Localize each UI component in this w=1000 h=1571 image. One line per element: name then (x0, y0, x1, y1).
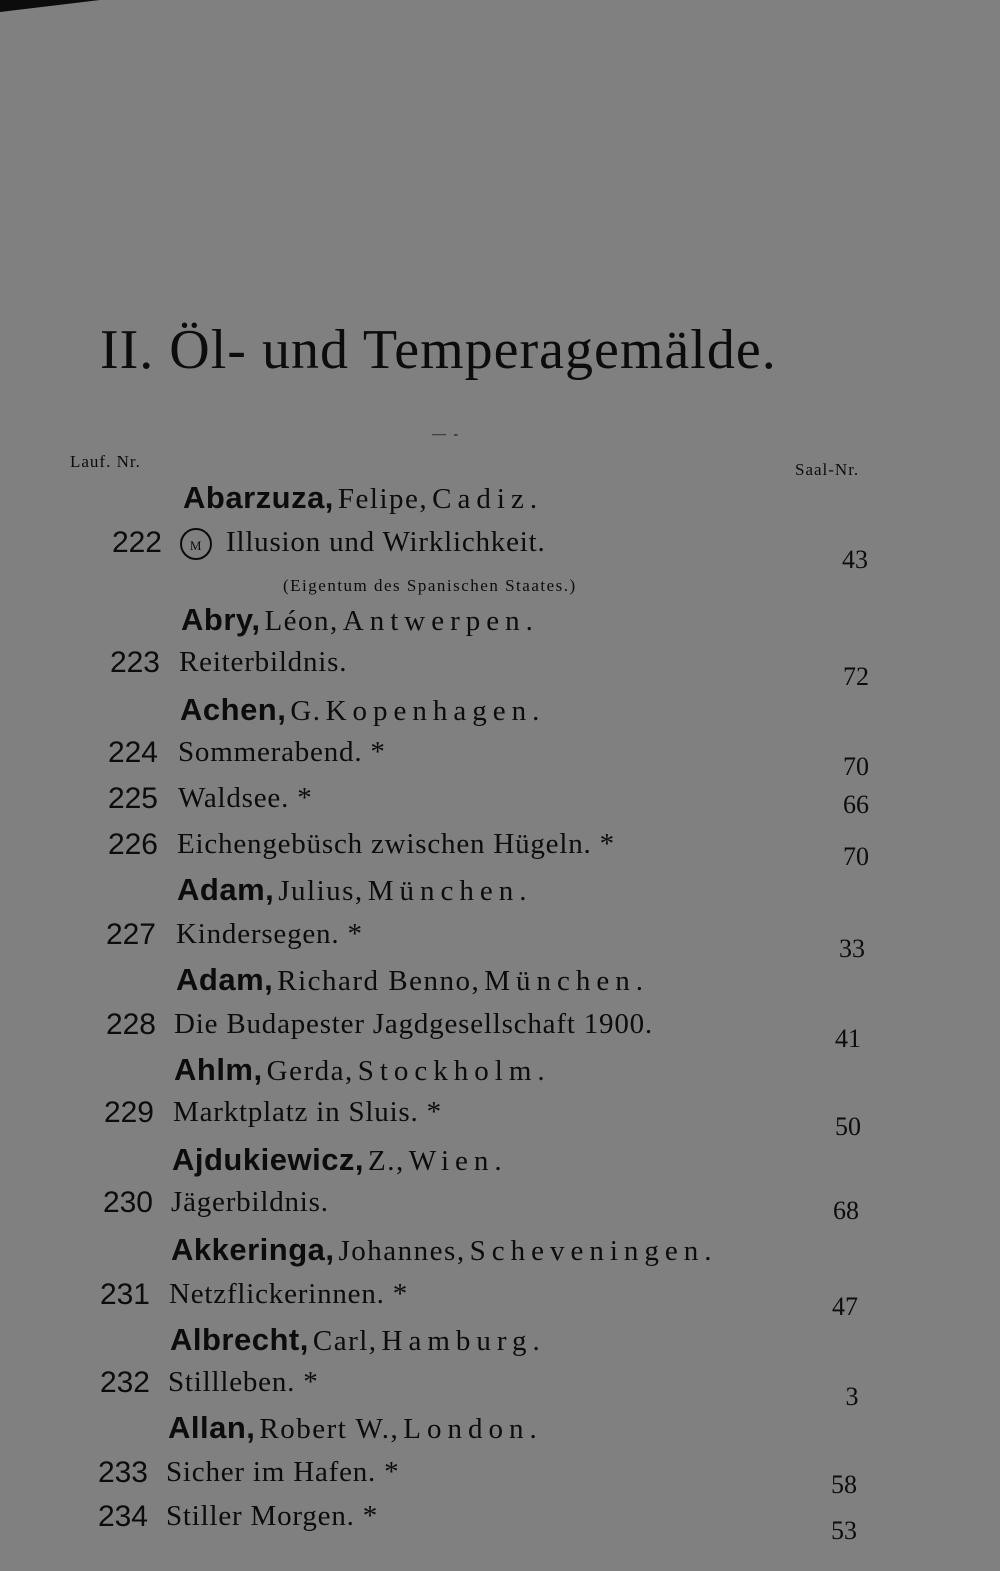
artist-first-name: Felipe, (337, 483, 429, 515)
artist-heading (171, 1232, 718, 1268)
artist-city: Stockholm. (357, 1055, 551, 1087)
saal-number: 70 (843, 842, 869, 871)
artist-first-name: Z., (368, 1145, 405, 1177)
artist-city: München. (367, 875, 533, 907)
artist-heading (177, 872, 532, 908)
artist-heading (168, 1410, 543, 1446)
artist-city: Cadiz. (432, 483, 544, 515)
saal-number: 66 (843, 790, 869, 819)
item-title: Jägerbildnis. (171, 1186, 329, 1218)
artist-city: Wien. (408, 1145, 508, 1177)
artist-city: Antwerpen. (342, 605, 539, 637)
item-title: Sicher im Hafen. * (166, 1456, 400, 1488)
artist-heading (172, 1142, 508, 1178)
item-number: 225 (107, 782, 158, 815)
item-title: Eichengebüsch zwischen Hügeln. * (177, 828, 615, 860)
artist-name: Abry, (181, 602, 261, 637)
artist-heading (183, 480, 543, 516)
artist-name: Ahlm, (174, 1052, 263, 1087)
item-title: Netzflickerinnen. * (169, 1278, 409, 1310)
saal-number: 43 (842, 545, 868, 574)
item-title: Reiterbildnis. (179, 646, 348, 678)
saal-number: 3 (845, 1382, 859, 1411)
artist-first-name: Richard Benno, (277, 965, 481, 997)
page-corner-shadow (0, 0, 110, 14)
item-title: Marktplatz in Sluis. * (173, 1096, 442, 1128)
artist-heading (181, 602, 539, 638)
item-number: 226 (107, 828, 158, 861)
artist-first-name: Léon, (264, 605, 339, 637)
artist-city: München. (484, 965, 650, 997)
artist-heading (174, 1052, 551, 1088)
artist-first-name: Julius, (278, 875, 364, 907)
item-number: 228 (105, 1008, 156, 1041)
item-number: 222 (111, 526, 162, 559)
artist-first-name: Gerda, (266, 1055, 354, 1087)
item-title: Die Budapester Jagdgesellschaft 1900. (174, 1008, 653, 1040)
saal-number: 72 (843, 662, 869, 691)
saal-number: 68 (833, 1196, 859, 1225)
item-title (180, 526, 546, 560)
artist-name: Achen, (180, 692, 287, 727)
artist-name: Abarzuza, (183, 480, 334, 515)
saal-number: 33 (839, 934, 865, 963)
artist-city: Hamburg. (381, 1325, 546, 1357)
item-number: 231 (99, 1278, 150, 1311)
saal-number: 58 (831, 1470, 857, 1499)
item-title: Kindersegen. * (176, 918, 363, 950)
artist-heading (170, 1322, 546, 1358)
divider: — - (432, 427, 461, 442)
artist-first-name: G. (290, 695, 322, 727)
artist-name: Akkeringa, (171, 1232, 335, 1267)
page-title: II. Öl- und Temperagemälde. (100, 319, 777, 381)
column-header-saal-nr: Saal-Nr. (795, 460, 860, 479)
saal-number: 41 (835, 1024, 861, 1053)
item-number: 227 (105, 918, 156, 951)
item-number: 234 (97, 1500, 148, 1533)
artist-heading (180, 692, 545, 728)
artist-name: Adam, (176, 962, 274, 997)
artist-first-name: Johannes, (338, 1235, 466, 1267)
medal-icon: M (180, 528, 212, 560)
item-number: 233 (97, 1456, 148, 1489)
saal-number: 50 (835, 1112, 861, 1141)
column-header-lauf-nr: Lauf. Nr. (70, 452, 141, 471)
saal-number: 47 (832, 1292, 858, 1321)
artist-first-name: Robert W., (259, 1413, 400, 1445)
artist-city: London. (403, 1413, 543, 1445)
item-number: 232 (99, 1366, 150, 1399)
item-title: Stillleben. * (168, 1366, 319, 1398)
artist-name: Allan, (168, 1410, 256, 1445)
item-title-text: Illusion und Wirklichkeit. (226, 526, 546, 558)
artist-name: Adam, (177, 872, 275, 907)
item-number: 224 (107, 736, 158, 769)
artist-heading (176, 962, 649, 998)
artist-name: Albrecht, (170, 1322, 309, 1357)
item-number: 229 (103, 1096, 154, 1129)
item-number: 223 (109, 646, 160, 679)
item-title: Stiller Morgen. * (166, 1500, 379, 1532)
item-number: 230 (102, 1186, 153, 1219)
ownership-note: (Eigentum des Spanischen Staates.) (283, 576, 577, 595)
item-title: Waldsee. * (178, 782, 313, 814)
saal-number: 70 (843, 752, 869, 781)
artist-first-name: Carl, (312, 1325, 378, 1357)
saal-number: 53 (831, 1516, 857, 1545)
artist-name: Ajdukiewicz, (172, 1142, 365, 1177)
item-title: Sommerabend. * (178, 736, 386, 768)
artist-city: Kopenhagen. (325, 695, 546, 727)
artist-city: Scheveningen. (469, 1235, 718, 1267)
